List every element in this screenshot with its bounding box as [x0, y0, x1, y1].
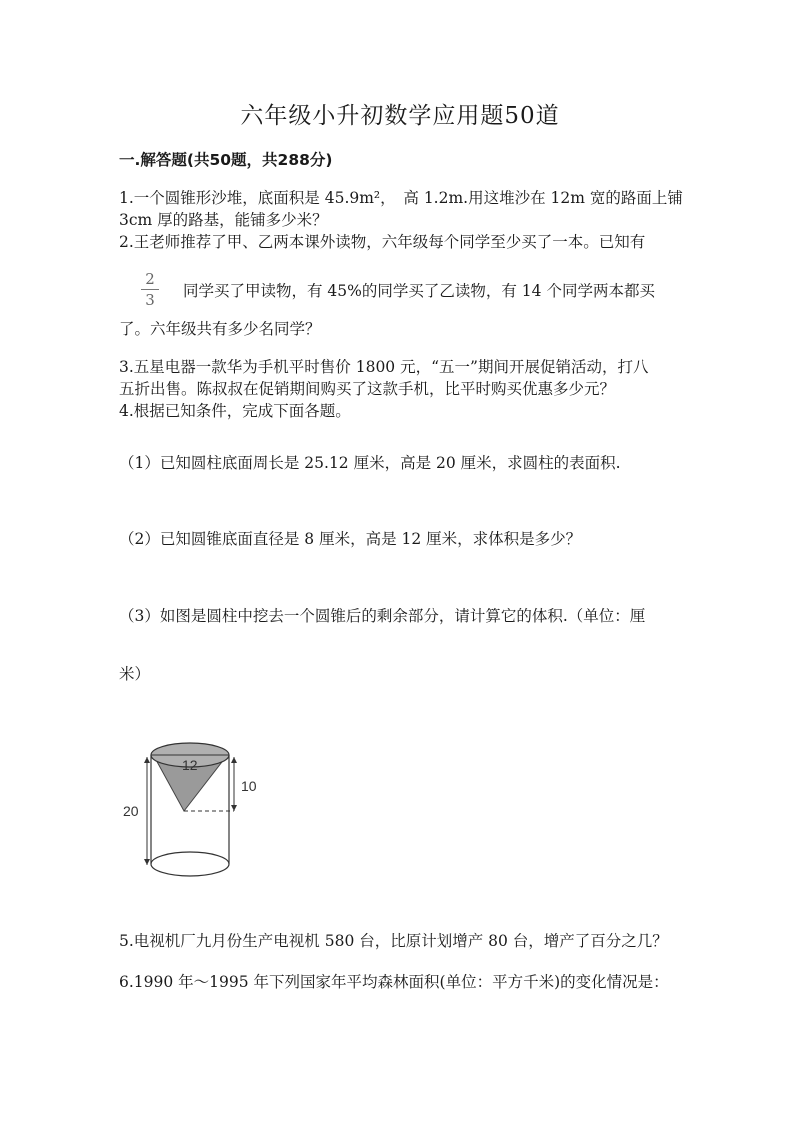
q6-text: 6.1990 年～1995 年下列国家年平均森林面积(单位：平方千米)的变化情况是： — [119, 973, 669, 991]
cone-height-label: 10 — [241, 778, 257, 794]
cylinder-cone-figure — [118, 736, 268, 884]
q3-line1: 3.五星电器一款华为手机平时售价 1800 元，“五一”期间开展促销活动，打八 — [119, 358, 649, 376]
q1-line1: 1.一个圆锥形沙堆，底面积是 45.9m²， 高 1.2m.用这堆沙在 12m 宽的路面上铺 — [119, 189, 683, 207]
q1-line2: 3cm 厚的路基，能铺多少米？ — [119, 211, 328, 229]
q2-fraction — [140, 270, 160, 309]
q4-sub3-line1: （3）如图是圆柱中挖去一个圆锥后的剩余部分，请计算它的体积.（单位：厘 — [119, 607, 646, 625]
fraction-denominator: 3 — [145, 291, 155, 309]
arrowhead-up — [231, 757, 237, 763]
q4-sub3-line2: 米） — [119, 665, 151, 683]
q4-line1: 4.根据已知条件，完成下面各题。 — [119, 402, 351, 420]
page-title: 六年级小升初数学应用题50道 — [240, 103, 560, 129]
q5-text: 5.电视机厂九月份生产电视机 580 台，比原计划增产 80 台，增产了百分之几？ — [119, 932, 668, 950]
cylinder-bottom-ellipse — [151, 852, 229, 876]
arrowhead-up — [144, 757, 150, 763]
q2-line3: 了。六年级共有多少名同学？ — [119, 320, 321, 338]
arrowhead-down — [231, 805, 237, 811]
arrowhead-down — [144, 859, 150, 865]
fraction-bar — [141, 289, 159, 290]
section-heading: 一.解答题(共50题，共288分) — [119, 151, 333, 169]
q2-line1: 2.王老师推荐了甲、乙两本课外读物，六年级每个同学至少买了一本。已知有 — [119, 233, 646, 251]
q3-line2: 五折出售。陈叔叔在促销期间购买了这款手机，比平时购买优惠多少元？ — [119, 380, 616, 398]
fraction-numerator: 2 — [145, 270, 155, 288]
diameter-label: 12 — [182, 757, 198, 773]
q4-sub2: （2）已知圆锥底面直径是 8 厘米，高是 12 厘米，求体积是多少？ — [119, 530, 582, 548]
cylinder-height-label: 20 — [123, 803, 139, 819]
q2-line2: 同学买了甲读物，有 45%的同学买了乙读物，有 14 个同学两本都买 — [183, 282, 655, 300]
q4-sub1: （1）已知圆柱底面周长是 25.12 厘米，高是 20 厘米，求圆柱的表面积. — [119, 454, 621, 472]
